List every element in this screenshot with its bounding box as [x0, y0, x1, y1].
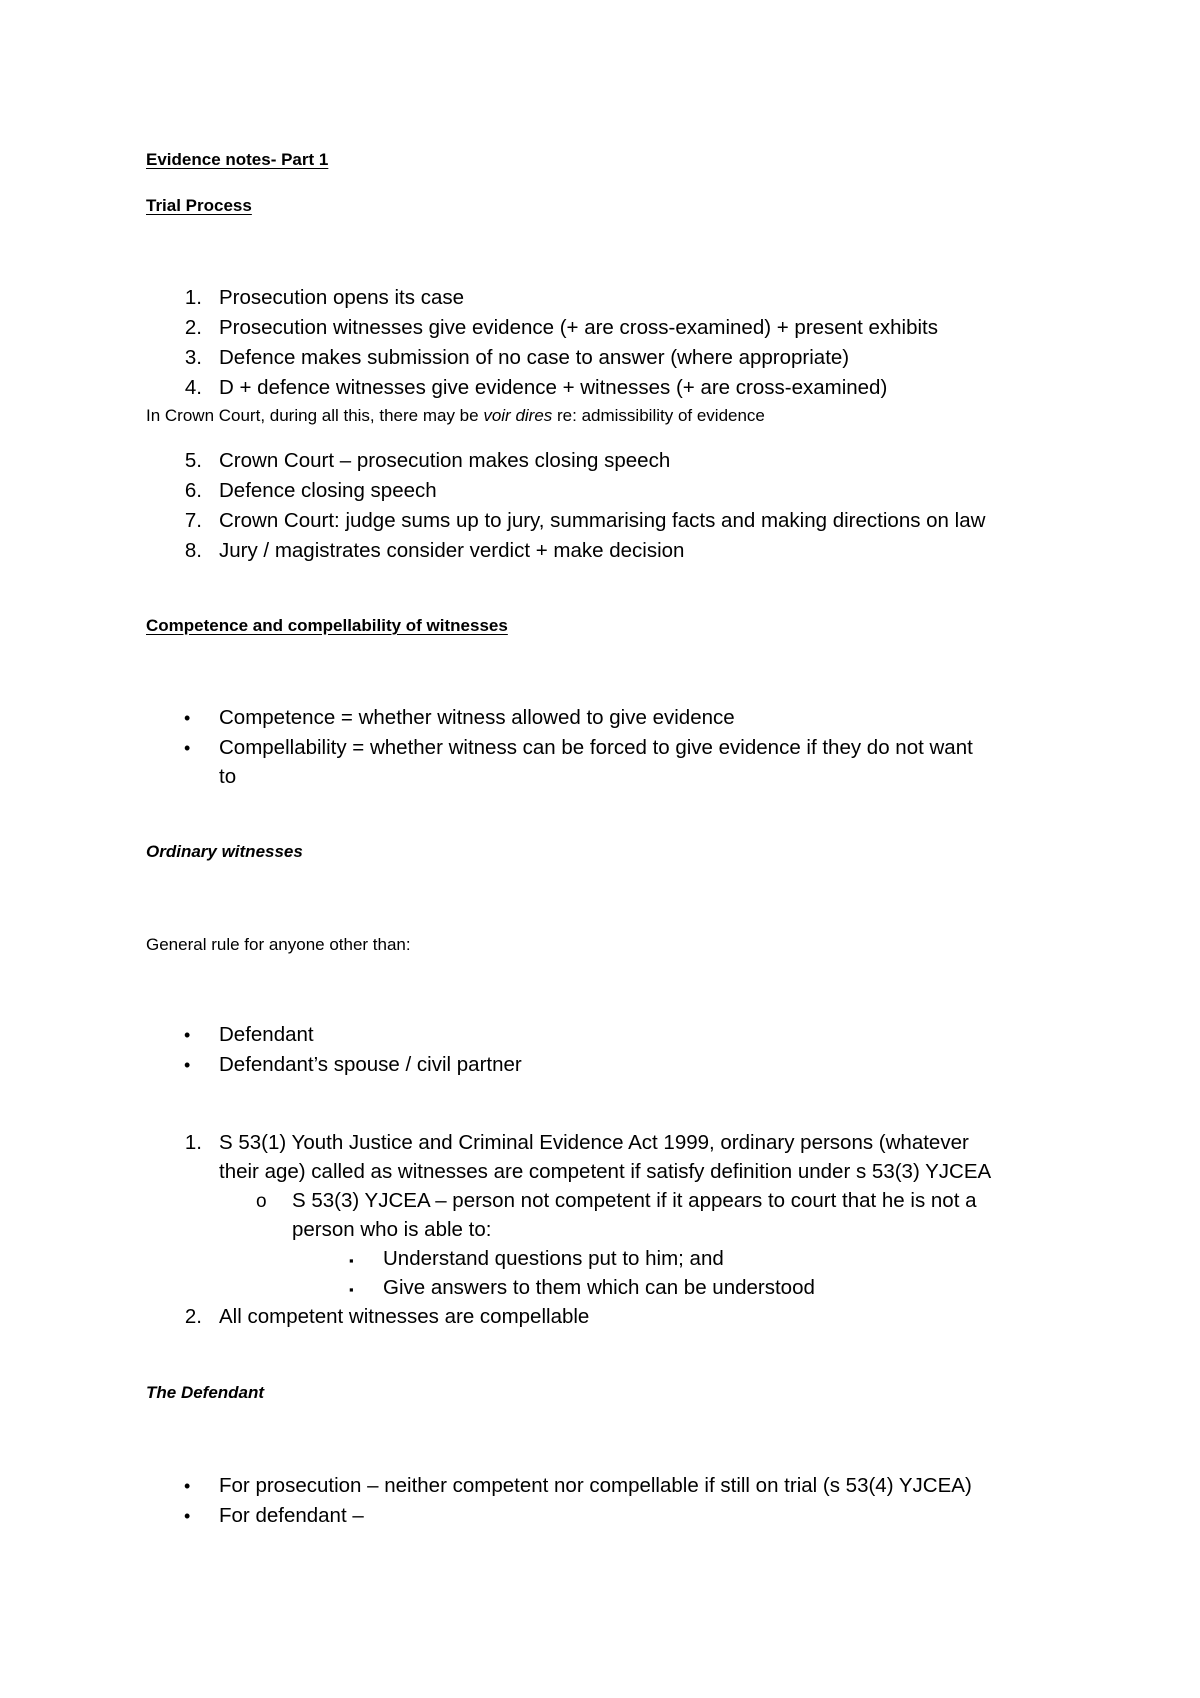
bullet-marker: • [184, 1476, 191, 1496]
list-item-continuation: their age) called as witnesses are competent if satisfy definition under s 53(3) YJCEA [219, 1160, 992, 1183]
sub-sub-list-item: Understand questions put to him; and [383, 1247, 724, 1270]
step-number: 6. [184, 479, 202, 502]
note-text: In Crown Court, during all this, there may be [146, 406, 484, 425]
note-text: re: admissibility of evidence [552, 406, 765, 425]
trial-process-heading: Trial Process [146, 196, 252, 215]
bullet-marker: • [184, 1506, 191, 1526]
step-number: 1. [184, 286, 202, 309]
list-item: For defendant – [219, 1504, 364, 1527]
square-bullet-marker: ▪ [349, 1253, 354, 1268]
sub-list-item: S 53(3) YJCEA – person not competent if it appears to court that he is not a [292, 1189, 977, 1212]
competence-heading: Competence and compellability of witnesses [146, 616, 508, 635]
document-title: Evidence notes- Part 1 [146, 150, 329, 169]
general-rule-text: General rule for anyone other than: [146, 935, 411, 954]
sub-bullet-marker: o [256, 1191, 267, 1212]
sub-sub-list-item: Give answers to them which can be understood [383, 1276, 815, 1299]
bullet-marker: • [184, 1025, 191, 1045]
step-number: 7. [184, 509, 202, 532]
list-item: Defendant [219, 1023, 314, 1046]
list-item: Defendant’s spouse / civil partner [219, 1053, 522, 1076]
list-item: For prosecution – neither competent nor compellable if still on trial (s 53(4) YJCEA) [219, 1474, 972, 1497]
list-item: Prosecution witnesses give evidence (+ are cross-examined) + present exhibits [219, 316, 938, 339]
step-number: 2. [184, 316, 202, 339]
list-item: Compellability = whether witness can be forced to give evidence if they do not want [219, 736, 973, 759]
step-number: 1. [184, 1131, 202, 1154]
bullet-marker: • [184, 1055, 191, 1075]
step-number: 5. [184, 449, 202, 472]
step-number: 4. [184, 376, 202, 399]
step-number: 8. [184, 539, 202, 562]
sub-list-item-continuation: person who is able to: [292, 1218, 492, 1241]
list-item: Crown Court – prosecution makes closing speech [219, 449, 671, 472]
ordinary-witnesses-heading: Ordinary witnesses [146, 842, 303, 861]
list-item: All competent witnesses are compellable [219, 1305, 590, 1328]
square-bullet-marker: ▪ [349, 1282, 354, 1297]
list-item: S 53(1) Youth Justice and Criminal Evidence Act 1999, ordinary persons (whatever [219, 1131, 969, 1154]
list-item: Competence = whether witness allowed to give evidence [219, 706, 735, 729]
list-item: Defence makes submission of no case to answer (where appropriate) [219, 346, 850, 369]
bullet-marker: • [184, 738, 191, 758]
voir-dire-note [146, 406, 765, 426]
bullet-marker: • [184, 708, 191, 728]
list-item: Jury / magistrates consider verdict + make decision [219, 539, 685, 562]
list-item: D + defence witnesses give evidence + witnesses (+ are cross-examined) [219, 376, 888, 399]
list-item-continuation: to [219, 765, 237, 788]
defendant-heading: The Defendant [146, 1383, 265, 1402]
list-item: Prosecution opens its case [219, 286, 464, 309]
list-item: Defence closing speech [219, 479, 437, 502]
note-italic-term: voir dires [483, 406, 553, 425]
step-number: 3. [184, 346, 202, 369]
step-number: 2. [184, 1305, 202, 1328]
list-item: Crown Court: judge sums up to jury, summarising facts and making directions on law [219, 509, 986, 532]
